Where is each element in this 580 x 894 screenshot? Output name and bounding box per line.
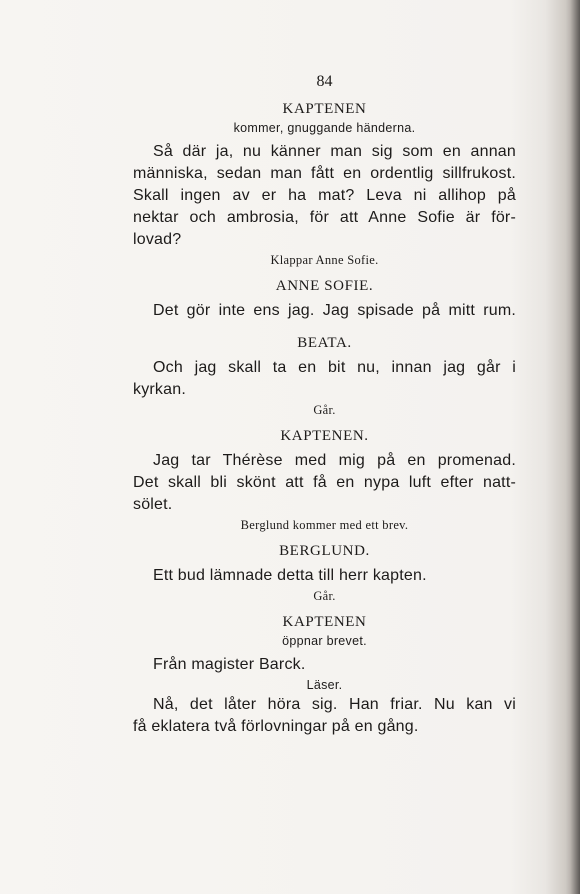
speech-line: Så där ja, nu känner man sig som en annan	[153, 143, 516, 160]
stage-direction: Klappar Anne Sofie.	[270, 253, 379, 267]
speech	[133, 654, 516, 676]
speaker-name: KAPTENEN.	[280, 428, 369, 444]
stage-direction: öppnar brevet.	[282, 634, 367, 648]
page-text	[133, 72, 516, 738]
speech-line: Jag tar Thérèse med mig på en promenad.	[153, 452, 516, 469]
stage-direction: Berglund kommer med ett brev.	[240, 518, 409, 532]
speech-line: nektar och ambrosia, för att Anne Sofie är för-	[133, 209, 516, 226]
speaker-name: BEATA.	[297, 335, 352, 351]
speech-line: Det gör inte ens jag. Jag spisade på mitt rum.	[153, 302, 516, 319]
speech-line: få eklatera två förlovningar på en gång.	[133, 718, 419, 735]
speech	[133, 450, 516, 516]
stage-direction: Läser.	[306, 678, 343, 692]
stage-direction: kommer, gnuggande händerna.	[233, 121, 416, 135]
speech	[133, 694, 516, 738]
speech-line: människa, sedan man fått en ordentlig sillfrukost.	[133, 165, 516, 182]
stage-direction: Går.	[313, 589, 336, 603]
speech-line: kyrkan.	[133, 381, 186, 398]
speech	[133, 565, 516, 587]
speech-line: Ett bud lämnade detta till herr kapten.	[153, 567, 427, 584]
speech-line: Det skall bli skönt att få en nypa luft efter natt-	[133, 474, 516, 491]
speaker-name: ANNE SOFIE.	[275, 278, 374, 294]
speech-line: Och jag skall ta en bit nu, innan jag går i	[153, 359, 516, 376]
speech-line: sölet.	[133, 496, 173, 513]
page-number: 84	[316, 73, 333, 90]
stage-direction: Går.	[313, 403, 336, 417]
speech	[133, 300, 516, 322]
speech-line: Från magister Barck.	[153, 656, 306, 673]
speaker-name: KAPTENEN	[282, 614, 367, 630]
speech-line: lovad?	[133, 231, 182, 248]
speaker-name: BERGLUND.	[279, 543, 370, 559]
speech	[133, 141, 516, 251]
speech	[133, 357, 516, 401]
book-spine-shadow	[570, 0, 580, 894]
speech-line: Skall ingen av er ha mat? Leva ni allihop på	[133, 187, 516, 204]
speech-line: Nå, det låter höra sig. Han friar. Nu kan vi	[153, 696, 516, 713]
speaker-name: KAPTENEN	[282, 101, 367, 117]
